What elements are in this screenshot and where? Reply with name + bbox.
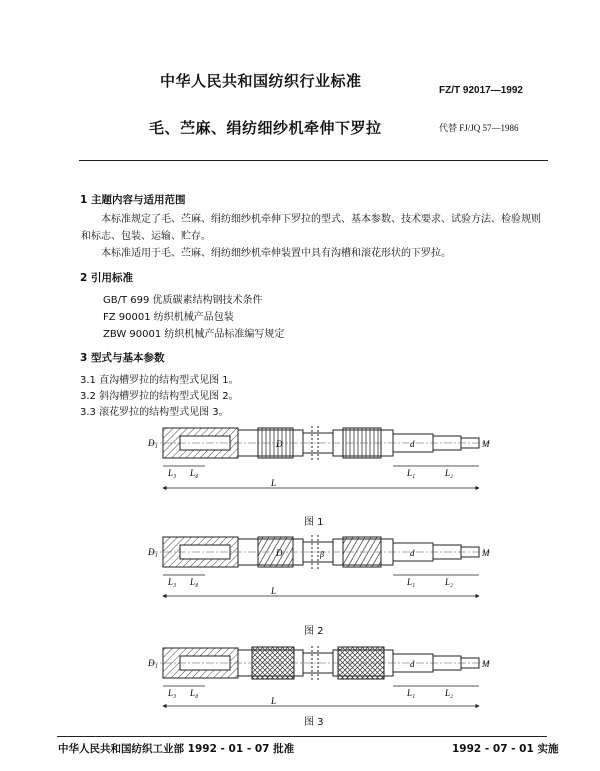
figure-3-knurled-roller [147, 646, 490, 706]
document-title: 毛、苎麻、绢纺细纱机牵伸下罗拉 [149, 119, 382, 137]
dim-label: D₁ [148, 438, 158, 448]
dim-label: L₂ [445, 577, 454, 587]
footer-rule [57, 736, 547, 737]
dim-label: L₂ [445, 688, 454, 698]
dim-label: L₁ [407, 468, 416, 478]
dim-label: d [410, 659, 415, 669]
figure-2-slant-groove-roller [147, 535, 490, 596]
dim-label: L₂ [445, 468, 454, 478]
effective-date: 1992 - 07 - 01 实施 [452, 743, 559, 755]
section-1-para-1: 本标准规定了毛、苎麻、绢纺细纱机牵伸下罗拉的型式、基本参数、技术要求、试验方法、检验规则和标志、包装、运输、贮存。 [81, 214, 541, 242]
dim-label: L [271, 696, 277, 706]
dim-label: L₃ [168, 688, 177, 698]
dim-label: M [482, 548, 490, 558]
reference-item: FZ 90001 纺织机械产品包装 [103, 312, 234, 323]
dim-label: L [271, 586, 277, 596]
standard-number: FZ/T 92017—1992 [439, 85, 523, 96]
dim-label: L₄ [190, 688, 199, 698]
figure-3-caption: 图 3 [304, 717, 324, 728]
dim-label: D [276, 548, 283, 558]
dim-label: L₄ [190, 468, 199, 478]
figure-2-caption: 图 2 [304, 626, 324, 637]
section-1-para-2: 本标准适用于毛、苎麻、绢纺细纱机牵伸装置中具有沟槽和滚花形状的下罗拉。 [101, 248, 451, 259]
section-3-heading: 3 型式与基本参数 [80, 352, 165, 364]
figure-1-caption: 图 1 [304, 517, 324, 528]
dim-label: D₁ [148, 547, 158, 557]
dim-label: L₁ [407, 577, 416, 587]
clause-item: 3.3 滚花罗拉的结构型式见图 3。 [80, 407, 229, 418]
dim-label: d [410, 548, 415, 558]
dim-label: L₄ [190, 577, 199, 587]
dim-label: L₃ [168, 577, 177, 587]
section-1-heading: 1 主题内容与适用范围 [80, 194, 186, 206]
dim-label: M [482, 659, 490, 669]
approval-note: 中华人民共和国纺织工业部 1992 - 01 - 07 批准 [58, 743, 295, 755]
dim-label: D [276, 439, 283, 449]
dim-label: D₁ [148, 658, 158, 668]
dim-label: L₁ [407, 688, 416, 698]
figure-1-straight-groove-roller [147, 426, 490, 488]
dim-label: M [482, 439, 490, 449]
reference-item: GB/T 699 优质碳素结构钢技术条件 [103, 295, 263, 306]
section-2-heading: 2 引用标准 [80, 272, 133, 284]
dim-label: L₃ [168, 468, 177, 478]
replaces-note: 代替 FJ/JQ 57—1986 [439, 123, 519, 133]
clause-item: 3.1 直沟槽罗拉的结构型式见图 1。 [80, 375, 239, 386]
reference-item: ZBW 90001 纺织机械产品标准编写规定 [103, 329, 285, 340]
dim-label: L [271, 478, 277, 488]
clause-item: 3.2 斜沟槽罗拉的结构型式见图 2。 [80, 391, 239, 402]
issuing-organization: 中华人民共和国纺织行业标准 [160, 72, 362, 90]
dim-label: β [320, 550, 324, 559]
dim-label: d [410, 439, 415, 449]
